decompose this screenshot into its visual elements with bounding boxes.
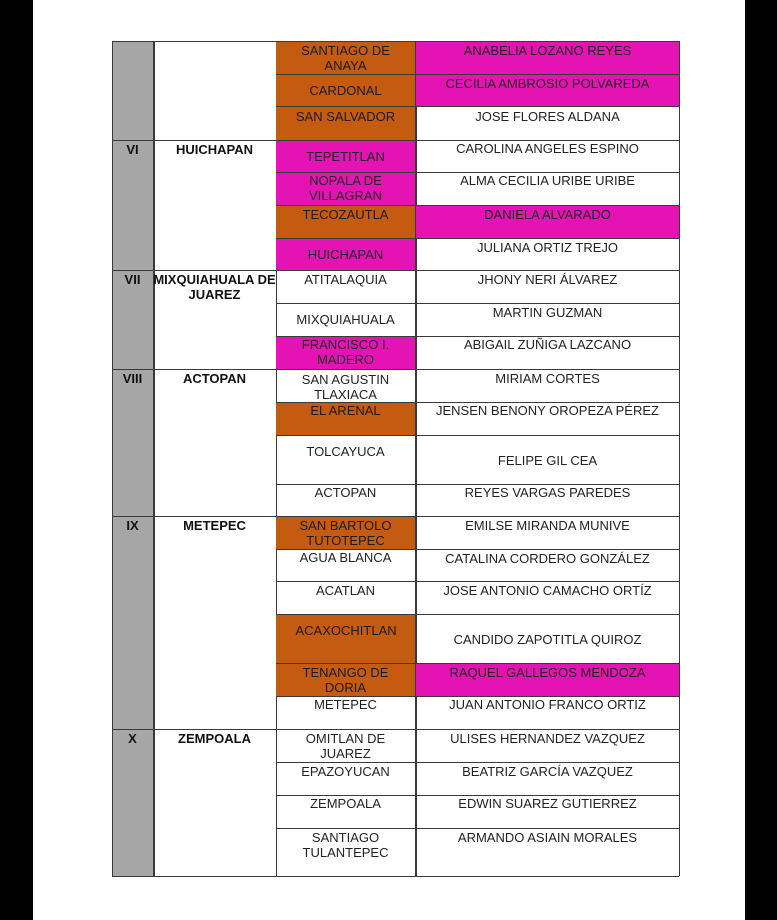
municipio-cell [276,795,416,828]
municipio-cell [276,205,416,238]
candidate-cell [416,205,680,238]
candidate-name: MIRIAM CORTES [495,371,600,386]
district-separator [112,729,276,730]
municipio-name: SANTIAGO DE ANAYA [301,43,390,73]
candidate-cell [416,614,680,663]
municipio-name: NOPALA DE VILLAGRAN [309,173,382,203]
candidate-cell [416,303,680,336]
candidate-name: ARMANDO ASIAIN MORALES [457,830,638,845]
municipio-cell [276,729,416,762]
district-separator [112,140,276,141]
candidate-name: ANABELIA LOZANO REYES [463,43,632,58]
municipio-name: AGUA BLANCA [299,550,392,565]
candidate-cell [416,41,680,74]
candidate-cell [416,140,680,172]
municipio-cell [276,614,416,663]
candidate-cell [416,663,680,696]
municipio-cell [276,663,416,696]
municipio-name: SAN BARTOLO TUTOTEPEC [299,518,392,548]
district-number-column [112,41,155,876]
municipio-name: EL ARENAL [310,403,381,418]
candidate-name: EDWIN SUAREZ GUTIERREZ [458,796,637,811]
municipio-cell [276,140,416,172]
district-number: VII [124,272,141,287]
municipio-cell [276,369,416,402]
municipio-cell [276,336,416,369]
municipio-name: TEPETITLAN [306,149,385,164]
district-head: ZEMPOALA [178,731,251,746]
municipio-cell [276,484,416,516]
candidate-cell [416,369,680,402]
municipio-name: OMITLAN DE JUAREZ [305,731,386,761]
municipio-name: HUICHAPAN [307,247,384,262]
table-top-rule [112,41,679,42]
candidate-name: ABIGAIL ZUÑIGA LAZCANO [463,337,632,352]
candidate-name: FELIPE GIL CEA [497,453,598,468]
candidate-cell [416,828,680,876]
municipio-cell [276,41,416,74]
municipio-cell [276,696,416,729]
municipio-cell [276,172,416,205]
candidate-name: JHONY NERI ÁLVAREZ [477,272,618,287]
candidate-name: JENSEN BENONY OROPEZA PÉREZ [436,403,659,418]
municipio-name: SANTIAGO TULANTEPEC [302,830,389,860]
candidate-cell [416,106,680,140]
municipio-name: SAN SALVADOR [295,109,396,124]
candidate-name: MARTIN GUZMAN [492,305,603,320]
municipio-name: CARDONAL [309,83,382,98]
municipio-name: ZEMPOALA [310,796,381,811]
district-head: METEPEC [183,518,246,533]
candidate-cell [416,238,680,270]
municipio-name: ATITALAQUIA [304,272,387,287]
candidate-name: DANIELA ALVARADO [484,207,611,222]
municipio-cell [276,762,416,795]
municipio-cell [276,270,416,303]
municipio-cell [276,106,416,140]
district-head: MIXQUIAHUALA DE JUAREZ [153,272,276,302]
municipio-cell [276,402,416,435]
district-number: X [128,731,137,746]
candidate-cell [416,435,680,484]
municipio-name: ACAXOCHITLAN [295,623,397,638]
candidate-cell [416,581,680,614]
table-vertical-rule [153,41,154,876]
candidate-name: ALMA CECILIA URIBE URIBE [460,173,635,188]
municipio-name: TECOZAUTLA [302,207,389,222]
municipio-name: ACATLAN [316,583,375,598]
candidate-name: JOSE ANTONIO CAMACHO ORTÍZ [443,583,652,598]
municipio-name: SAN AGUSTIN TLAXIACA [301,372,390,402]
municipio-name: TOLCAYUCA [306,444,385,459]
district-separator [112,369,276,370]
municipio-name: MIXQUIAHUALA [296,312,395,327]
candidate-name: EMILSE MIRANDA MUNIVE [465,518,630,533]
municipio-cell [276,581,416,614]
candidate-cell [416,74,680,106]
municipio-cell [276,516,416,549]
district-head: ACTOPAN [182,371,247,386]
candidate-name: CECILIA AMBROSIO POLVAREDA [445,76,650,91]
candidate-name: JULIANA ORTIZ TREJO [476,240,619,255]
candidate-cell [416,729,680,762]
candidate-name: JOSE FLORES ALDANA [475,109,620,124]
candidate-cell [416,484,680,516]
municipio-cell [276,435,416,484]
candidate-cell [416,516,680,549]
municipio-cell [276,238,416,270]
municipio-name: ACTOPAN [314,485,377,500]
candidate-cell [416,270,680,303]
candidate-cell [416,762,680,795]
municipio-cell [276,828,416,876]
candidate-name: CATALINA CORDERO GONZÁLEZ [445,551,650,566]
district-separator [112,516,276,517]
municipio-cell [276,74,416,106]
municipio-name: METEPEC [314,697,377,712]
candidate-cell [416,696,680,729]
district-separator [112,270,276,271]
candidate-cell [416,795,680,828]
district-number: VI [126,142,139,157]
candidate-name: CAROLINA ANGELES ESPINO [456,141,639,156]
candidate-cell [416,549,680,581]
candidate-name: JUAN ANTONIO FRANCO ORTIZ [449,697,646,712]
table-bottom-rule [112,876,679,877]
candidate-name: REYES VARGAS PAREDES [464,485,631,500]
municipio-name: EPAZOYUCAN [301,764,390,779]
municipio-cell [276,549,416,581]
municipio-name: FRANCISCO I. MADERO [301,337,390,367]
candidate-name: BEATRIZ GARCÍA VAZQUEZ [462,764,633,779]
municipio-name: TENANGO DE DORIA [302,665,389,695]
candidate-cell [416,172,680,205]
candidate-name: ULISES HERNANDEZ VAZQUEZ [450,731,645,746]
district-head: HUICHAPAN [175,142,254,157]
district-number: IX [126,518,139,533]
candidate-cell [416,336,680,369]
candidate-name: RAQUEL GALLEGOS MENDOZA [449,665,646,680]
municipio-cell [276,303,416,336]
candidate-cell [416,402,680,435]
district-number: VIII [122,371,143,386]
candidate-name: CANDIDO ZAPOTITLA QUIROZ [453,632,642,647]
